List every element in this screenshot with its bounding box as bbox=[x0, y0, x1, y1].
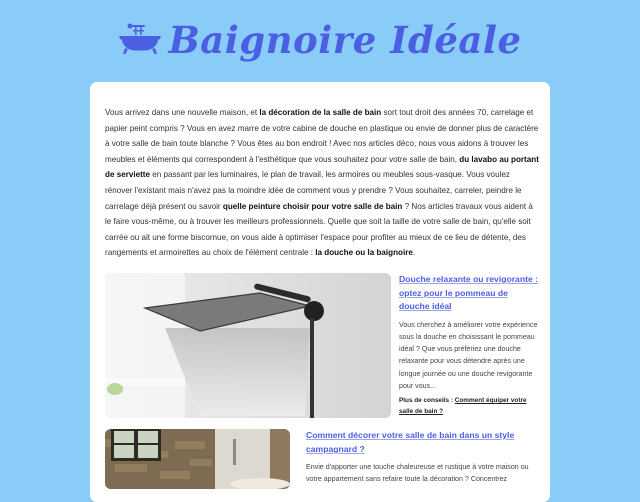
article-card bbox=[105, 429, 539, 489]
shower-head-image bbox=[105, 273, 391, 418]
article-thumbnail-link[interactable] bbox=[105, 273, 391, 418]
intro-highlight: quelle peinture choisir pour votre salle de bain bbox=[222, 201, 403, 211]
article-body bbox=[399, 273, 539, 417]
content-card bbox=[90, 82, 550, 502]
intro-text: Vous arrivez dans une nouvelle maison, et bbox=[105, 108, 260, 117]
article-more bbox=[399, 396, 539, 417]
article-title-link[interactable]: Douche relaxante ou revigorante : optez pour le pommeau de douche idéal bbox=[399, 274, 538, 311]
intro-paragraph bbox=[105, 105, 539, 261]
bathtub-icon bbox=[118, 22, 162, 58]
intro-highlight: du lavabo au portant de serviette bbox=[105, 154, 539, 180]
site-title: Baignoire Idéale bbox=[168, 18, 522, 62]
intro-text: . bbox=[412, 248, 416, 258]
intro-text: en passant par les luminaires, le plan de travail, les armoires ou meubles sous-vasque. Vous voulez rénover l'existant mais n'avez pas la moindre idée de comment vous y prendre ? Vous souhaitez, carreler, peindre le carrelage déjà présent ou savoir bbox=[105, 170, 522, 211]
article-excerpt: Vous cherchez à améliorer votre expérience sous la douche en choisissant le pommeau idéal ? Que vous préfériez une douche relaxante pour vous détendre après une longue journée ou une douche revigorante pour vous... bbox=[399, 320, 538, 390]
article-title-link[interactable]: Comment décorer votre salle de bain dans un style campagnard ? bbox=[306, 430, 515, 454]
intro-highlight: la douche ou la baignoire bbox=[315, 248, 413, 258]
rustic-bathroom-image bbox=[105, 429, 290, 489]
article-body bbox=[306, 429, 539, 486]
intro-text: sort tout droit des années 70, carrelage et papier peint compris ? Vous en avez marre de votre cabine de douche en plastique ou envie de donner plus de caractère à votre salle de bain toute blanche ? Vous êtes au bon endroit ! Avec nos articles déco, nous vous aidons à trouver les meubles et éléments qui correspondent à l'esthétique que vous souhaitez pour votre salle de bain, bbox=[105, 108, 539, 164]
more-label: Plus de conseils : bbox=[399, 397, 455, 405]
article-card bbox=[105, 273, 539, 418]
intro-highlight: la décoration de la salle de bain bbox=[259, 108, 382, 117]
article-excerpt: Envie d'apporter une touche chaleureuse et rustique à votre maison ou votre appartement sans refaire toute la décoration ? Concentrez bbox=[306, 463, 529, 484]
site-header bbox=[0, 0, 640, 80]
site-logo-link[interactable] bbox=[118, 18, 521, 62]
article-thumbnail-link[interactable] bbox=[105, 429, 290, 489]
intro-text: ? Nos articles travaux vous aident à le faire vous-même, ou à trouver les meilleurs professionnels. Quelle que soit la taille de votre salle de bain, qu'elle soit carrée ou ait une forme biscornue, on vous aide à optimiser l'espace pour profiter au mieux de ce lieu de détente, des rangements et armoirettes au choix de l'élément centrale : bbox=[105, 201, 533, 258]
more-link[interactable]: Comment équiper votre salle de bain ? bbox=[399, 397, 527, 415]
